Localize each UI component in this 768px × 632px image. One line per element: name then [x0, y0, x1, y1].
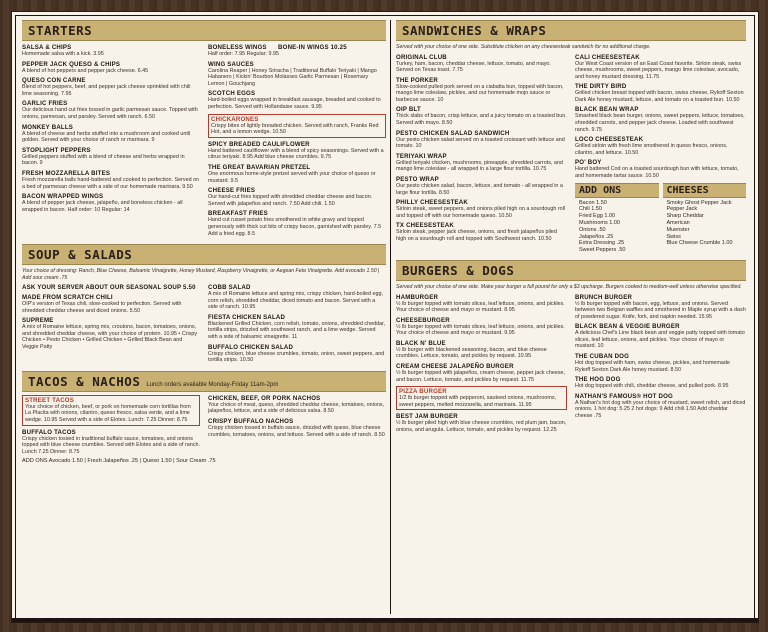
menu-item [22, 77, 200, 97]
item-desc: A mix of Romaine lettuce, spring mix, croutons, bacon, tomatoes, onions, and shredded cheddar cheese, with your choice of protein. 10.95 • Crispy Chicken • Pesto Chicken • Grilled Chicken • Grilled Black Bean and Veggie Patty [22, 324, 198, 351]
item-name: PESTO CHICKEN SALAD SANDWICH [396, 129, 510, 137]
cheeses-title: CHEESES [663, 183, 747, 198]
item-name: THE PORKER [396, 76, 438, 84]
menu-item [208, 90, 386, 110]
menu-item [22, 61, 200, 75]
menu-item [396, 54, 567, 74]
item-desc: Turkey, ham, bacon, cheddar cheese, lettuce, tomato, and mayo. Served on Texas toast. 7.75 [396, 60, 551, 74]
menu-item [208, 44, 386, 58]
addons-box [575, 183, 659, 256]
item-desc: A blend of hot peppers and pepper jack cheese. 6.45 [22, 67, 149, 74]
menu-item-highlight [22, 395, 200, 426]
item-name: THE DIRTY BIRD [575, 83, 627, 91]
item-name: FIESTA CHICKEN SALAD [208, 313, 286, 321]
item-desc: A mix of Romaine lettuce and spring mix, crispy chicken, hard-boiled egg, corn relish, shredded cheddar, diced tomato and bacon. Served with a side of ranch. 10.95 [208, 291, 383, 311]
item-name: CREAM CHEESE JALAPEÑO BURGER [396, 363, 514, 371]
item-name: SUPREME [22, 317, 54, 325]
item-name: HAMBURGER [396, 293, 439, 301]
item-name: SALSA & CHIPS [22, 44, 72, 51]
item-name: STOPLIGHT PEPPERS [22, 146, 91, 154]
addons-cheeses [575, 183, 746, 256]
menu-item [396, 106, 567, 126]
item-name: CHICKARONES [211, 115, 259, 123]
menu-item [575, 106, 746, 133]
item-desc: 1/2 lb burger topped with pepperoni, sauteed onions, mushrooms, sweet peppers, melted mozzarella, and marinara. 11.95 [399, 395, 557, 408]
item-desc: Homemade salsa with a kick. 3.95 [22, 51, 104, 57]
cheese-item: Swiss [666, 233, 681, 240]
burgers-grid [396, 294, 746, 437]
sandwiches-left [396, 54, 567, 257]
bone-in-wings: BONE-IN WINGS 10.25 [278, 44, 347, 51]
soups-title: SOUP & SALADS [28, 247, 133, 263]
item-name: BACON WRAPPED WINGS [22, 193, 104, 201]
cheese-item: Sharp Cheddar [666, 213, 704, 220]
sandwiches-title: SANDWICHES & WRAPS [402, 23, 547, 38]
item-name: BLACK BEAN WRAP [575, 106, 639, 114]
sandwiches-intro: Served with your choice of one side. Substitute chicken on any cheesesteak sandwich for no additional charge. [396, 44, 651, 50]
cheese-item: Muenster [666, 226, 690, 233]
cheeses-box [663, 183, 747, 256]
item-desc: ½ lb burger topped with tomato slices, leaf lettuce, onions, and pickles. Your choice of cheese and mayo or mustard. 9.95 [396, 323, 565, 337]
item-desc: Our pesto chicken salad served on a toasted croissant with lettuce and tomato. 10 [396, 136, 565, 150]
soups-banner [22, 244, 386, 265]
item-name [208, 44, 386, 51]
item-desc: Hand battered cauliflower with a blend of spicy seasonings. Served with a citrus teriyaki. 8.95 Add blue cheese crumbles. 9.75 [208, 147, 384, 161]
item-desc: Carolina Reaper | Honey Sriracha | Traditional Buffalo Teriyaki | Mango Habanero | Kickin' Bourbon Molasses Garlic Parmesan | Rosemary Lemon | Gouchjang [208, 67, 377, 87]
item-desc: A delicious Chef's Line black bean and veggie patty topped with tomato slices, leaf lettuce, onions, and pickles. Your choice of mayo or mustard. 10 [575, 330, 745, 350]
menu-item [396, 340, 567, 360]
item-name: ASK YOUR SERVER ABOUT OUR SEASONAL SOUP 5.50 [22, 284, 196, 292]
menu-item [22, 294, 200, 314]
item-name: SPICY BREADED CAULIFLOWER [208, 140, 310, 148]
soups-right [208, 284, 386, 367]
item-name: MONKEY BALLS [22, 123, 74, 131]
menu-item [208, 210, 386, 237]
item-name: QUESO CON CARNE [22, 77, 86, 85]
item-desc: ½ lb burger piled high with blue cheese crumbles, red plum jam, bacon, onions, and arugula. Lettuce, tomato, and pickles by request. 12.25 [396, 420, 567, 434]
addon-item: Fried Egg 1.00 [579, 213, 616, 220]
cheeses-list [663, 198, 747, 250]
menu-item [575, 393, 746, 420]
menu-item [208, 61, 386, 88]
item-name: PIZZA BURGER [399, 388, 447, 396]
menu-item [208, 418, 386, 438]
addons-list [575, 198, 659, 256]
item-desc: Your choice of meat, queso, shredded cheddar cheese, tomatoes, onions, jalapeños, lettuce, and a side of delicious salsa. 8.50 [208, 401, 385, 415]
item-desc: Grilled teriyaki chicken, mushrooms, pineapple, shredded carrots, and mango lime coleslaw - all wrapped in a large flour tortilla. 10.75 [396, 159, 563, 173]
menu-item [396, 199, 567, 219]
sandwiches-banner [396, 20, 746, 41]
menu-item [22, 193, 200, 213]
menu-item [575, 323, 746, 350]
item-name: CHICKEN, BEEF, OR PORK NACHOS [208, 394, 321, 402]
menu-item [22, 317, 200, 350]
burgers-intro: Served with your choice of one side. Make your burger a full pound for only a $3 upcharge. Burgers cooked to medium-well unless otherwise specified. [396, 284, 742, 290]
menu-item [22, 147, 200, 167]
item-desc: Sirloin steak, pepper jack cheese, onions, and fresh jalapeños piled high on a sourdough roll and topped with Southwest ranch. 10.50 [396, 229, 557, 242]
item-desc: ½ lb burger topped with tomato slices, leaf lettuce, onions, and pickles. Your choice of cheese and mayo or mustard. 8.95 [396, 300, 565, 314]
menu-item [575, 136, 746, 156]
addon-item: Extra Dressing .25 [579, 240, 625, 247]
item-name: CRISPY BUFFALO NACHOS [208, 418, 294, 426]
menu-item [396, 363, 567, 383]
item-name: TERIYAKI WRAP [396, 152, 447, 160]
item-desc: Blackened Grilled Chicken, corn relish, tomato, onions, shredded cheddar, tortilla strips, drizzled with southwest ranch, and a lime wedge. Served with a side of balsamic vinaigrette. 11 [208, 320, 386, 341]
item-desc: Half order: 7.95 Regular: 9.95 [208, 51, 280, 57]
item-name: BLACK N' BLUE [396, 339, 446, 347]
item-name: WING SAUCES [208, 60, 254, 68]
item-name: THE HOG DOG [575, 376, 621, 384]
item-name: CHEESEBURGER [396, 316, 450, 324]
starters-title: STARTERS [28, 23, 93, 38]
menu-item [208, 395, 386, 415]
item-desc: Crispy bites of lightly breaded chicken. Served with ranch, Franks Red Hot, and a lemon wedge. 10.50 [211, 122, 379, 136]
menu-item [396, 153, 567, 173]
item-name: FRESH MOZZARELLA BITES [22, 169, 111, 177]
tacos-title: TACOS & NACHOS [28, 373, 141, 389]
column-divider [390, 20, 391, 614]
menu-item [575, 353, 746, 373]
item-name: THE GREAT BAVARIAN PRETZEL [208, 163, 311, 171]
item-name: PHILLY CHEESESTEAK [396, 199, 469, 207]
menu-item [575, 54, 746, 81]
addons-title: ADD ONS [575, 183, 659, 198]
menu-item [208, 284, 386, 311]
soups-left [22, 284, 200, 367]
addon-item: Bacon 1.50 [579, 199, 607, 206]
item-desc: Hot dog topped with ham, swiss cheese, pickles, and homemade Rykoff Sexton Dark Ale honey mustard. 8.50 [575, 360, 730, 373]
item-desc: A blend of cheese and herbs stuffed into a mushroom and cooked until golden. Served with your choice of ranch or marinara. 9 [22, 130, 191, 144]
addon-item: Chili 1.50 [579, 206, 602, 213]
menu-item [208, 187, 386, 207]
item-desc: A blend of pepper jack cheese, jalapeño, and boneless chicken - all wrapped in bacon. Half order: 10 Regular: 14 [22, 200, 183, 213]
burgers-title: BURGERS & DOGS [402, 263, 515, 278]
item-desc: Your choice of chicken, beef, or pork on homemade corn tortillas from La Placita with onions, cilantro, queso fresco, salsa verde, and a lime wedge. 10.95 Served with a side of Elotes. Lunch: 7.25 Dinner: 8.75 [25, 403, 191, 424]
left-column [22, 20, 386, 465]
item-desc: Crispy chicken tossed in buffalo sauce, drizzled with queso, blue cheese crumbles, tomatoes, onions, and lettuce. Served with a side of ranch. 8.50 [208, 425, 385, 438]
item-desc: Hand cut russet potato fries smothered in white gravy and topped generously with thick cut bits of crispy bacon, garnished with parsley. 7.5 Add a fried egg. 8.5 [208, 217, 382, 237]
item-desc: ½ lb burger topped with jalapeños, cream cheese, pepper jack cheese, and bacon. Lettuce, tomato, and pickles by request. 11.75 [396, 370, 566, 383]
item-name: STREET TACOS [25, 396, 75, 404]
menu-item [396, 317, 567, 337]
item-name: COBB SALAD [208, 284, 251, 292]
item-desc: One enormous home-style pretzel served with your choice of queso or mustard. 9.5 [208, 170, 376, 184]
item-name-text: BONELESS WINGS [208, 44, 267, 51]
item-name: BREAKFAST FRIES [208, 210, 268, 218]
item-desc: Our pesto chicken salad, bacon, lettuce, and tomato - all wrapped in a large flour tortilla. 8.50 [396, 183, 563, 196]
right-column [396, 20, 746, 437]
addon-item: Sweet Peppers .50 [579, 247, 626, 254]
item-desc: Sirloin steak, sweet peppers, and onions piled high on a sourdough roll and topped off with our homemade queso. 10.50 [396, 206, 566, 219]
menu-item [396, 130, 567, 150]
addon-item: Mushrooms 1.00 [579, 220, 620, 227]
menu-item [22, 429, 200, 456]
soups-intro: Your choice of dressing: Ranch, Blue Cheese, Balsamic Vinaigrette, Honey Mustard, Raspberry Vinaigrette, or Aegean Feta Vinaigrette. Add avocado 1.50 | Add sour cream .75 [22, 268, 380, 281]
item-name: CALI CHEESESTEAK [575, 53, 640, 61]
menu-item-highlight [396, 386, 567, 410]
menu-item [575, 83, 746, 103]
addon-item: Jalapeños .25 [579, 233, 614, 240]
starters-right [208, 44, 386, 240]
item-desc: Grilled sirloin with fresh lime smothered in queso fresco, onions, cilantro, and lettuce. 10.50 [575, 143, 728, 156]
item-name: TX CHEESESTEAK [396, 222, 454, 230]
cheese-item: Pepper Jack [666, 206, 698, 213]
item-name: BRUNCH BURGER [575, 293, 633, 301]
item-desc: Smashed black bean burger, onions, sweet peppers, lettuce, tomatoes, shredded carrots, and pepper jack cheese. Loaded with southwest ranch. 9.75 [575, 113, 745, 133]
menu-item [396, 413, 567, 433]
item-desc: Grilled chicken breast topped with bacon, swiss cheese, Rykoff Sexton Dark Ale honey mustard, lettuce, and tomato on a toasted bun. 10.50 [575, 90, 744, 103]
cheese-item: American [666, 220, 690, 227]
menu-item [208, 314, 386, 341]
tacos-addons: ADD ONS Avocado 1.50 | Fresh Jalapeños .25 | Queso 1.50 | Sour Cream .75 [22, 458, 216, 465]
menu-item [396, 294, 567, 314]
item-desc: Hard-boiled eggs wrapped in breakfast sausage, breaded and cooked to perfection. Served with Hollandaise sauce. 9.95 [208, 97, 381, 110]
menu-item [22, 44, 200, 58]
burgers-left [396, 294, 567, 437]
menu-item [575, 376, 746, 390]
item-desc: Hand battered Cod on a toasted sourdough bun with lettuce, tomato, and homemade tartar sauce. 10.50 [575, 166, 739, 180]
item-name: OIP BLT [396, 106, 421, 114]
item-desc: Our hand-cut fries topped with shredded cheddar cheese and bacon. Served with jalapeños and ranch. 7.50 Add chili. 1.50 [208, 194, 373, 207]
item-desc: Crispy chicken, blue cheese crumbles, tomato, onion, sweet peppers, and tortilla strips. 10.50 [208, 350, 385, 364]
menu-item [208, 141, 386, 161]
menu-item [22, 170, 200, 190]
sandwiches-grid [396, 54, 746, 257]
menu-item [396, 176, 567, 196]
item-name: ORIGINAL CLUB [396, 53, 447, 61]
tacos-banner [22, 371, 386, 392]
menu-item-highlight [208, 114, 386, 138]
burgers-banner [396, 260, 746, 281]
item-desc: Hot dog topped with chili, cheddar cheese, and pulled pork. 8.95 [575, 383, 729, 390]
item-desc: Fresh mozzarella balls hand-battered and cooked to perfection. Served on a bed of parmesan cheese with a side of our homemade marinara. 9.50 [22, 176, 200, 190]
item-name: BLACK BEAN & VEGGIE BURGER [575, 323, 680, 331]
sandwiches-right [575, 54, 746, 257]
item-desc: Blend of hot peppers, beef, and pepper jack cheese sprinkled with chili lime seasoning. 7.95 [22, 84, 191, 97]
menu-item [208, 344, 386, 364]
menu-item [575, 159, 746, 179]
menu-item [208, 164, 386, 184]
tacos-sub: Lunch orders available Monday-Friday 11am-2pm [146, 381, 279, 388]
burgers-right [575, 294, 746, 437]
menu-item [22, 124, 200, 144]
tacos-left [22, 395, 200, 459]
menu-item [396, 77, 567, 104]
cheese-item: Smoky Ghost Pepper Jack [666, 199, 732, 206]
item-name: PESTO WRAP [396, 176, 439, 184]
addon-item: Onions .50 [579, 226, 606, 233]
starters-left [22, 44, 200, 240]
tacos-grid [22, 395, 386, 459]
item-name: CHEESE FRIES [208, 187, 256, 195]
item-name: NATHAN'S FAMOUS® HOT DOG [575, 392, 673, 400]
item-name: LOCO CHEESESTEAK [575, 136, 644, 144]
tacos-right [208, 395, 386, 459]
soups-grid [22, 284, 386, 367]
item-name: MADE FROM SCRATCH CHILI [22, 294, 113, 302]
item-name: GARLIC FRIES [22, 100, 68, 108]
menu-item [22, 284, 200, 291]
item-desc: Slow-cooked pulled pork served on a ciabatta bun, topped with bacon, mango lime coleslaw, pickles, and our homemade mojo sauce or barbecue sauce. 10 [396, 83, 564, 103]
menu-page [12, 12, 758, 622]
item-desc: Grilled peppers stuffed with a blend of cheese and herbs wrapped in bacon. 9 [22, 153, 185, 167]
starters-grid [22, 44, 386, 240]
footer-bar [12, 618, 758, 622]
item-desc: ½ lb burger topped with bacon, egg, lettuce, and onions. Served between two Belgian waffles and smothered in Maple syrup with a dash of powdered sugar. Knife, fork, and napkin needed. 15.95 [575, 300, 746, 320]
starters-banner [22, 20, 386, 41]
menu-item [396, 222, 567, 242]
item-name: BEST JAM BURGER [396, 413, 458, 421]
item-name: BUFFALO TACOS [22, 428, 76, 436]
item-name: PEPPER JACK QUESO & CHIPS [22, 60, 121, 68]
item-desc: Our West Coast version of an East Coast favorite. Sirloin steak, swiss cheese, mushrooms, sweet peppers, mango lime coleslaw, avocado, and honey mustard dressing. 11.75 [575, 60, 742, 80]
item-desc: Our delicious hand cut fries tossed in garlic parmesan sauce. Topped with onions, parmesan, and parsley. Served with ranch. 6.50 [22, 107, 198, 120]
item-desc: A Nathan's hot dog with your choice of mustard, sweet relish, and diced onions. 1 hot dog: 5.25 2 hot dogs: 9 Add chili 1.50 Add cheddar cheese .75 [575, 399, 746, 420]
item-desc: OIP's version of Texas chili, slow-cooked to perfection. Served with shredded cheddar cheese and diced onions. 5.50 [22, 301, 182, 314]
item-desc: ½ lb burger with blackened seasoning, bacon, and blue cheese crumbles. Lettuce, tomato, and pickles by request. 10.95 [396, 346, 547, 360]
item-desc: Thick slabs of bacon, crisp lettuce, and a juicy tomato on a toasted bun. Served with mayo. 8.50 [396, 113, 567, 127]
menu-item [575, 294, 746, 321]
item-desc: Crispy chicken tossed in traditional buffalo sauce, tomatoes, and onions topped with blue cheese crumbles. Served with Elotes and a side of ranch. Lunch 7.25 Dinner: 8.75 [22, 435, 200, 455]
cheese-item: Blue Cheese Crumble 1.00 [666, 240, 733, 247]
item-name: PO' BOY [575, 159, 602, 167]
item-name: SCOTCH EGGS [208, 90, 256, 98]
menu-item [22, 100, 200, 120]
item-name: BUFFALO CHICKEN SALAD [208, 343, 294, 351]
item-name: THE CUBAN DOG [575, 353, 630, 361]
